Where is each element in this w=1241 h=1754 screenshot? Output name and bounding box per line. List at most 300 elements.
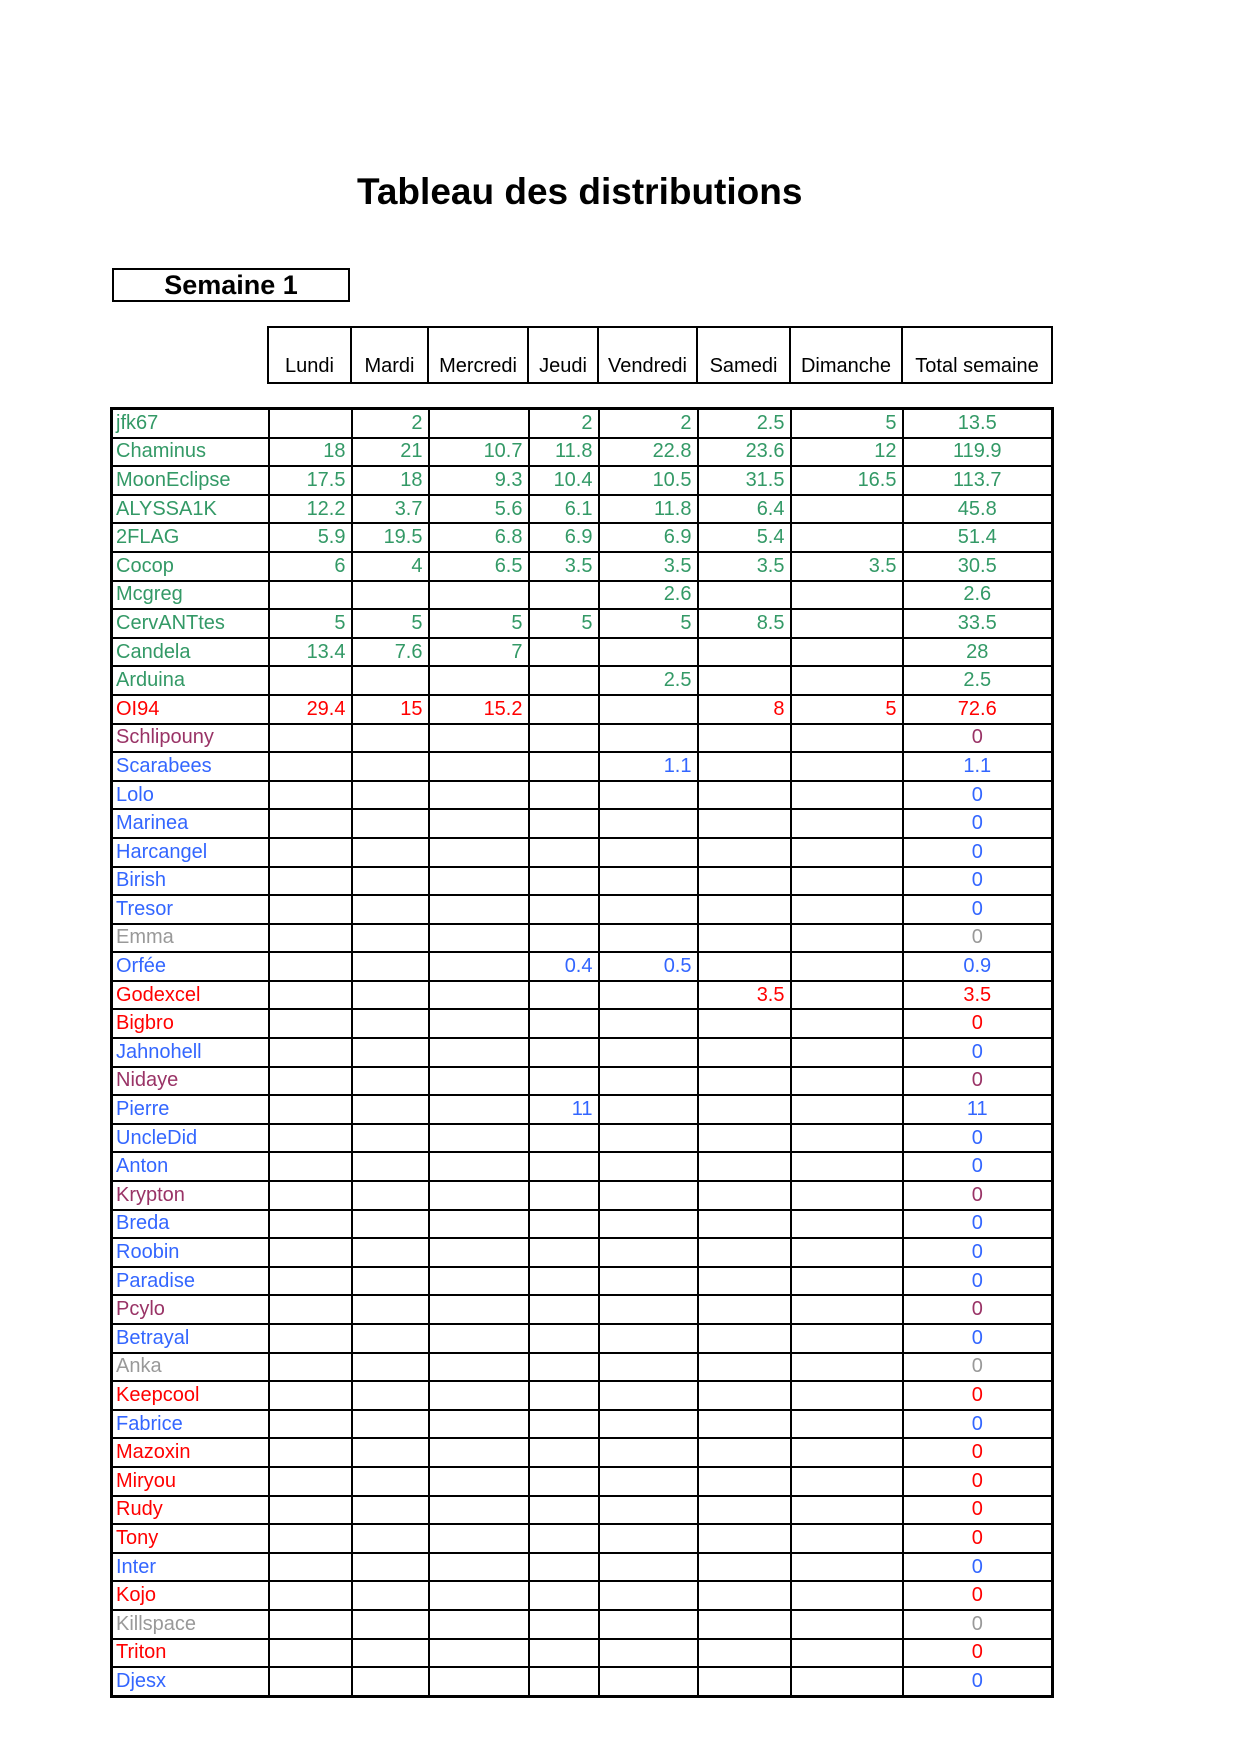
player-name-cell: Fabrice — [112, 1410, 269, 1439]
player-name-cell: Betrayal — [112, 1324, 269, 1353]
day-value-cell: 2.6 — [599, 581, 698, 610]
day-value-cell: 3.5 — [599, 552, 698, 581]
day-value-cell: 8.5 — [698, 609, 791, 638]
day-value-cell — [529, 581, 599, 610]
day-value-cell — [352, 1038, 429, 1067]
day-value-cell — [791, 781, 903, 810]
day-value-cell — [352, 1152, 429, 1181]
day-value-cell — [529, 838, 599, 867]
day-value-cell — [791, 1267, 903, 1296]
table-row — [112, 1581, 1053, 1610]
day-value-cell — [269, 1324, 352, 1353]
day-value-cell — [529, 1238, 599, 1267]
day-value-cell — [599, 1181, 698, 1210]
table-row — [112, 1667, 1053, 1696]
player-name-cell: Lolo — [112, 781, 269, 810]
day-value-cell — [791, 1610, 903, 1639]
table-row — [112, 1467, 1053, 1496]
player-name-cell: Cocop — [112, 552, 269, 581]
day-value-cell — [698, 1467, 791, 1496]
day-value-cell — [599, 1381, 698, 1410]
day-value-cell — [529, 724, 599, 753]
table-row — [112, 895, 1053, 924]
day-value-cell: 7.6 — [352, 638, 429, 667]
day-value-cell — [269, 924, 352, 953]
day-value-cell — [599, 1267, 698, 1296]
column-header-vendredi: Vendredi — [598, 327, 697, 383]
table-row — [112, 695, 1053, 724]
day-value-cell — [352, 1067, 429, 1096]
player-name-cell: Birish — [112, 867, 269, 896]
day-value-cell — [429, 1152, 529, 1181]
total-cell: 119.9 — [903, 438, 1053, 467]
day-value-cell — [698, 1581, 791, 1610]
day-value-cell — [352, 1324, 429, 1353]
player-name-cell: ALYSSA1K — [112, 495, 269, 524]
table-row — [112, 581, 1053, 610]
day-value-cell: 13.4 — [269, 638, 352, 667]
total-cell: 0 — [903, 1181, 1053, 1210]
total-cell: 0 — [903, 1295, 1053, 1324]
day-value-cell — [529, 1067, 599, 1096]
total-cell: 0 — [903, 895, 1053, 924]
total-cell: 13.5 — [903, 409, 1053, 438]
day-value-cell — [269, 752, 352, 781]
table-row — [112, 752, 1053, 781]
day-value-cell: 6.9 — [599, 523, 698, 552]
day-value-cell — [352, 666, 429, 695]
day-value-cell — [791, 1009, 903, 1038]
day-value-cell — [791, 1210, 903, 1239]
day-value-cell: 12 — [791, 438, 903, 467]
day-value-cell — [269, 581, 352, 610]
day-value-cell: 31.5 — [698, 466, 791, 495]
table-row — [112, 1295, 1053, 1324]
total-cell: 0 — [903, 867, 1053, 896]
day-value-cell — [791, 523, 903, 552]
table-row — [112, 1238, 1053, 1267]
day-value-cell — [698, 867, 791, 896]
day-value-cell — [529, 1009, 599, 1038]
total-cell: 0 — [903, 724, 1053, 753]
day-value-cell: 7 — [429, 638, 529, 667]
player-name-cell: Anton — [112, 1152, 269, 1181]
day-value-cell — [429, 1267, 529, 1296]
day-value-cell — [529, 1324, 599, 1353]
day-value-cell — [599, 1467, 698, 1496]
player-name-cell: Tresor — [112, 895, 269, 924]
day-value-cell — [429, 724, 529, 753]
day-value-cell — [429, 1067, 529, 1096]
player-name-cell: Keepcool — [112, 1381, 269, 1410]
day-value-cell — [429, 1410, 529, 1439]
day-value-cell — [429, 1295, 529, 1324]
column-header-samedi: Samedi — [697, 327, 790, 383]
total-cell: 2.6 — [903, 581, 1053, 610]
day-value-cell — [352, 724, 429, 753]
total-cell: 30.5 — [903, 552, 1053, 581]
day-value-cell — [429, 1667, 529, 1696]
day-value-cell: 17.5 — [269, 466, 352, 495]
day-value-cell — [352, 838, 429, 867]
total-cell: 0 — [903, 1524, 1053, 1553]
day-value-cell — [269, 1267, 352, 1296]
table-row — [112, 952, 1053, 981]
column-header-dimanche: Dimanche — [790, 327, 902, 383]
day-value-cell — [429, 1324, 529, 1353]
day-value-cell — [429, 781, 529, 810]
total-cell: 0.9 — [903, 952, 1053, 981]
day-value-cell — [529, 981, 599, 1010]
day-value-cell — [529, 1410, 599, 1439]
day-value-cell: 15 — [352, 695, 429, 724]
day-value-cell — [429, 1181, 529, 1210]
day-value-cell — [791, 1639, 903, 1668]
player-name-cell: Anka — [112, 1353, 269, 1382]
day-value-cell — [269, 1295, 352, 1324]
day-value-cell — [599, 1210, 698, 1239]
day-value-cell — [599, 1067, 698, 1096]
column-header-jeudi: Jeudi — [528, 327, 598, 383]
day-value-cell — [698, 1610, 791, 1639]
table-row — [112, 466, 1053, 495]
day-value-cell — [352, 1610, 429, 1639]
day-value-cell — [352, 924, 429, 953]
player-name-cell: CervANTtes — [112, 609, 269, 638]
week-label-box — [112, 268, 350, 302]
day-value-cell — [791, 638, 903, 667]
player-name-cell: Candela — [112, 638, 269, 667]
day-value-cell: 6 — [269, 552, 352, 581]
day-value-cell: 2 — [529, 409, 599, 438]
day-value-cell — [791, 1067, 903, 1096]
day-value-cell: 5 — [529, 609, 599, 638]
day-value-cell — [429, 666, 529, 695]
day-value-cell: 10.7 — [429, 438, 529, 467]
day-value-cell — [791, 1553, 903, 1582]
day-value-cell — [599, 1009, 698, 1038]
day-value-cell — [429, 1524, 529, 1553]
day-value-cell — [529, 1667, 599, 1696]
day-value-cell — [698, 1524, 791, 1553]
player-name-cell: Krypton — [112, 1181, 269, 1210]
day-value-cell: 2 — [352, 409, 429, 438]
day-value-cell — [599, 838, 698, 867]
day-value-cell — [269, 1553, 352, 1582]
table-row — [112, 609, 1053, 638]
day-value-cell — [269, 1667, 352, 1696]
day-value-cell — [429, 867, 529, 896]
day-value-cell: 4 — [352, 552, 429, 581]
day-value-cell — [352, 1467, 429, 1496]
day-value-cell — [791, 1181, 903, 1210]
day-value-cell — [269, 409, 352, 438]
day-value-cell — [429, 1639, 529, 1668]
day-value-cell — [352, 1009, 429, 1038]
day-value-cell — [529, 1438, 599, 1467]
total-cell: 0 — [903, 1639, 1053, 1668]
day-value-cell — [791, 1152, 903, 1181]
day-value-cell — [599, 1496, 698, 1525]
day-value-cell — [269, 1009, 352, 1038]
day-value-cell — [352, 1381, 429, 1410]
day-value-cell — [352, 1181, 429, 1210]
player-name-cell: Godexcel — [112, 981, 269, 1010]
player-name-cell: 2FLAG — [112, 523, 269, 552]
day-value-cell — [529, 924, 599, 953]
day-value-cell — [698, 1067, 791, 1096]
day-value-cell — [269, 781, 352, 810]
day-value-cell — [791, 1438, 903, 1467]
day-value-cell — [791, 581, 903, 610]
total-cell: 33.5 — [903, 609, 1053, 638]
day-value-cell — [429, 1353, 529, 1382]
day-value-cell: 3.5 — [791, 552, 903, 581]
day-value-cell — [269, 1581, 352, 1610]
day-value-cell — [599, 1438, 698, 1467]
column-header-mardi: Mardi — [351, 327, 428, 383]
total-cell: 0 — [903, 1496, 1053, 1525]
day-value-cell — [698, 838, 791, 867]
day-value-cell: 16.5 — [791, 466, 903, 495]
day-value-cell — [529, 1496, 599, 1525]
day-value-cell — [352, 1238, 429, 1267]
day-value-cell — [429, 981, 529, 1010]
day-value-cell — [599, 1410, 698, 1439]
day-value-cell — [791, 1381, 903, 1410]
table-row — [112, 1639, 1053, 1668]
day-value-cell — [698, 581, 791, 610]
player-name-cell: Djesx — [112, 1667, 269, 1696]
day-value-cell — [429, 952, 529, 981]
day-value-cell — [599, 1581, 698, 1610]
day-value-cell: 5 — [791, 409, 903, 438]
player-name-cell: OI94 — [112, 695, 269, 724]
total-cell: 0 — [903, 924, 1053, 953]
day-value-cell — [698, 1496, 791, 1525]
player-name-cell: Rudy — [112, 1496, 269, 1525]
day-value-cell — [429, 1095, 529, 1124]
day-value-cell — [698, 1238, 791, 1267]
day-value-cell — [429, 1610, 529, 1639]
day-value-cell — [698, 1009, 791, 1038]
total-cell: 113.7 — [903, 466, 1053, 495]
player-name-cell: Miryou — [112, 1467, 269, 1496]
day-value-cell — [429, 1210, 529, 1239]
day-value-cell — [791, 609, 903, 638]
player-name-cell: Paradise — [112, 1267, 269, 1296]
day-value-cell — [429, 924, 529, 953]
day-value-cell: 18 — [352, 466, 429, 495]
day-value-cell — [529, 781, 599, 810]
day-value-cell — [352, 1524, 429, 1553]
day-value-cell — [529, 752, 599, 781]
page-title: Tableau des distributions — [357, 171, 803, 212]
table-row — [112, 781, 1053, 810]
day-value-cell: 2 — [599, 409, 698, 438]
day-value-cell: 5 — [269, 609, 352, 638]
day-value-cell — [791, 1410, 903, 1439]
day-value-cell — [791, 1467, 903, 1496]
day-value-cell — [352, 1639, 429, 1668]
day-value-cell: 5 — [352, 609, 429, 638]
day-value-cell — [791, 981, 903, 1010]
day-value-cell: 6.5 — [429, 552, 529, 581]
day-value-cell — [698, 1267, 791, 1296]
day-value-cell — [599, 924, 698, 953]
day-value-cell — [352, 1553, 429, 1582]
day-value-cell — [698, 1152, 791, 1181]
day-value-cell — [429, 838, 529, 867]
day-value-cell: 5.4 — [698, 523, 791, 552]
day-value-cell — [791, 1667, 903, 1696]
table-row — [112, 1553, 1053, 1582]
table-row — [112, 724, 1053, 753]
day-value-cell — [698, 924, 791, 953]
day-value-cell — [529, 1038, 599, 1067]
table-row — [112, 1267, 1053, 1296]
day-value-cell — [599, 1353, 698, 1382]
day-value-cell — [269, 1152, 352, 1181]
day-value-cell: 10.5 — [599, 466, 698, 495]
player-name-cell: Emma — [112, 924, 269, 953]
day-value-cell — [269, 1610, 352, 1639]
day-value-cell — [529, 1581, 599, 1610]
day-value-cell — [269, 1524, 352, 1553]
day-value-cell — [429, 1238, 529, 1267]
total-cell: 1.1 — [903, 752, 1053, 781]
table-row — [112, 924, 1053, 953]
total-cell: 72.6 — [903, 695, 1053, 724]
day-value-cell — [352, 1438, 429, 1467]
day-value-cell: 6.1 — [529, 495, 599, 524]
total-cell: 0 — [903, 1324, 1053, 1353]
day-value-cell — [529, 1124, 599, 1153]
day-value-cell — [698, 752, 791, 781]
table-row — [112, 638, 1053, 667]
total-cell: 0 — [903, 1210, 1053, 1239]
day-value-cell — [599, 867, 698, 896]
day-value-cell — [791, 809, 903, 838]
player-name-cell: Marinea — [112, 809, 269, 838]
day-value-cell — [791, 867, 903, 896]
day-value-cell — [791, 1124, 903, 1153]
day-value-cell: 9.3 — [429, 466, 529, 495]
day-value-cell: 11.8 — [599, 495, 698, 524]
total-cell: 0 — [903, 1381, 1053, 1410]
player-name-cell: Bigbro — [112, 1009, 269, 1038]
day-value-cell — [529, 1295, 599, 1324]
day-value-cell — [791, 895, 903, 924]
day-value-cell — [698, 1553, 791, 1582]
day-value-cell — [529, 895, 599, 924]
table-row — [112, 552, 1053, 581]
table-row — [112, 1210, 1053, 1239]
day-value-cell — [269, 1410, 352, 1439]
day-value-cell — [269, 1467, 352, 1496]
table-row — [112, 1152, 1053, 1181]
day-value-cell — [698, 1124, 791, 1153]
day-value-cell — [599, 895, 698, 924]
day-value-cell — [269, 1353, 352, 1382]
day-value-cell — [429, 1438, 529, 1467]
table-row — [112, 1610, 1053, 1639]
day-value-cell — [352, 1210, 429, 1239]
day-value-cell: 29.4 — [269, 695, 352, 724]
day-value-cell — [791, 924, 903, 953]
day-value-cell: 5.6 — [429, 495, 529, 524]
player-name-cell: Mcgreg — [112, 581, 269, 610]
total-cell: 0 — [903, 1438, 1053, 1467]
table-row — [112, 1324, 1053, 1353]
day-value-cell — [269, 838, 352, 867]
player-name-cell: Pierre — [112, 1095, 269, 1124]
player-name-cell: Inter — [112, 1553, 269, 1582]
player-name-cell: Mazoxin — [112, 1438, 269, 1467]
day-value-cell — [599, 1553, 698, 1582]
table-row — [112, 1524, 1053, 1553]
day-value-cell — [698, 1353, 791, 1382]
player-name-cell: Scarabees — [112, 752, 269, 781]
total-cell: 0 — [903, 1667, 1053, 1696]
day-value-cell — [791, 752, 903, 781]
day-value-cell — [352, 1496, 429, 1525]
total-cell: 28 — [903, 638, 1053, 667]
day-value-cell — [352, 1295, 429, 1324]
day-value-cell — [698, 952, 791, 981]
day-value-cell — [429, 809, 529, 838]
table-row — [112, 666, 1053, 695]
total-cell: 45.8 — [903, 495, 1053, 524]
table-row — [112, 523, 1053, 552]
total-cell: 0 — [903, 1238, 1053, 1267]
day-value-cell — [352, 1267, 429, 1296]
total-cell: 51.4 — [903, 523, 1053, 552]
day-value-cell — [352, 1095, 429, 1124]
player-name-cell: MoonEclipse — [112, 466, 269, 495]
day-value-cell — [269, 1438, 352, 1467]
player-name-cell: jfk67 — [112, 409, 269, 438]
player-name-cell: Jahnohell — [112, 1038, 269, 1067]
table-row — [112, 409, 1053, 438]
column-header-total-semaine: Total semaine — [902, 327, 1052, 383]
day-value-cell — [269, 1095, 352, 1124]
day-value-cell — [599, 1639, 698, 1668]
table-row — [112, 1410, 1053, 1439]
day-value-cell — [791, 1095, 903, 1124]
day-value-cell — [698, 1381, 791, 1410]
day-value-cell — [791, 495, 903, 524]
player-name-cell: Arduina — [112, 666, 269, 695]
day-value-cell — [599, 695, 698, 724]
day-value-cell — [529, 1524, 599, 1553]
player-name-cell: UncleDid — [112, 1124, 269, 1153]
day-value-cell — [269, 867, 352, 896]
total-cell: 3.5 — [903, 981, 1053, 1010]
total-cell: 0 — [903, 1467, 1053, 1496]
player-name-cell: Harcangel — [112, 838, 269, 867]
day-value-cell — [698, 1038, 791, 1067]
day-value-cell — [429, 1009, 529, 1038]
table-row — [112, 981, 1053, 1010]
day-value-cell — [599, 1667, 698, 1696]
day-value-cell: 2.5 — [698, 409, 791, 438]
day-value-cell: 2.5 — [599, 666, 698, 695]
day-value-cell — [429, 1381, 529, 1410]
table-row — [112, 838, 1053, 867]
day-value-cell: 11.8 — [529, 438, 599, 467]
day-value-cell — [352, 809, 429, 838]
